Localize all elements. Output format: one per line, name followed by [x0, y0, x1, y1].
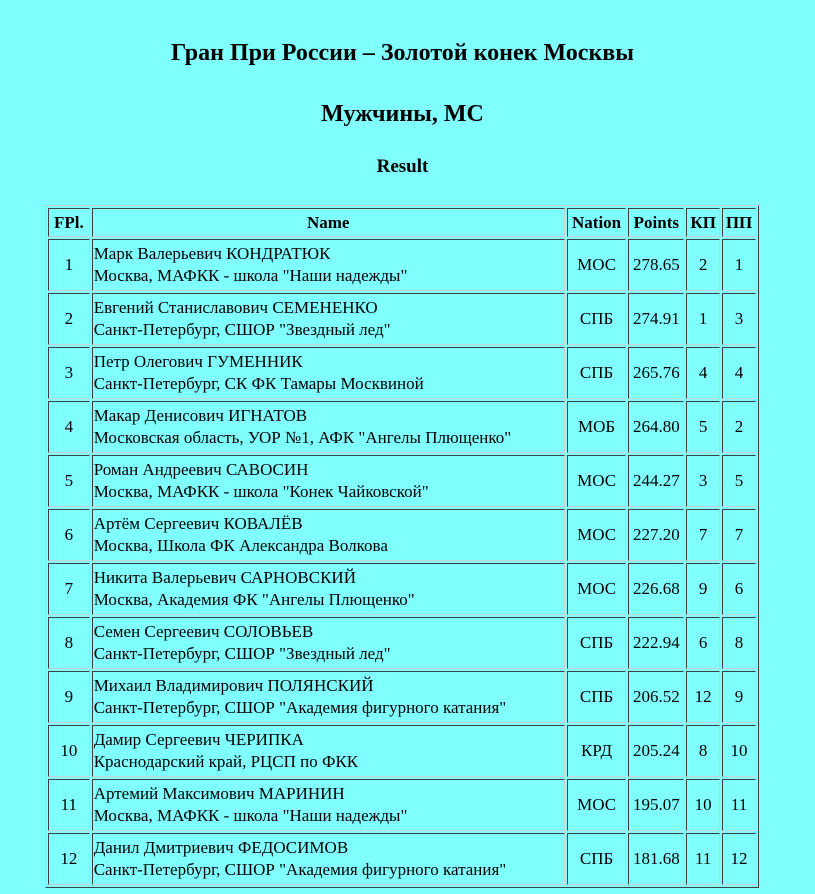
kp-cell: 12 — [686, 671, 720, 723]
kp-cell: 8 — [686, 725, 720, 777]
name-cell — [92, 833, 565, 885]
table-row — [48, 563, 756, 615]
nation-cell: МОС — [567, 779, 627, 831]
nation-cell: СПБ — [567, 671, 627, 723]
points-cell: 227.20 — [628, 509, 684, 561]
table-row — [48, 401, 756, 453]
place-cell: 4 — [48, 401, 90, 453]
skater-club: Санкт-Петербург, СШОР "Звездный лед" — [93, 644, 391, 663]
skater-name: Евгений Станиславович СЕМЕНЕНКО — [93, 298, 378, 317]
pp-cell: 4 — [722, 347, 756, 399]
pp-cell: 8 — [722, 617, 756, 669]
kp-cell: 7 — [686, 509, 720, 561]
points-cell: 205.24 — [628, 725, 684, 777]
nation-cell: СПБ — [567, 347, 627, 399]
pp-cell: 10 — [722, 725, 756, 777]
kp-cell: 1 — [686, 293, 720, 345]
skater-club: Санкт-Петербург, СШОР "Звездный лед" — [93, 320, 391, 339]
name-cell — [92, 779, 565, 831]
nation-cell: СПБ — [567, 833, 627, 885]
table-row — [48, 347, 756, 399]
header-kp: КП — [686, 208, 720, 237]
header-row — [48, 208, 756, 237]
name-cell — [92, 563, 565, 615]
pp-cell: 5 — [722, 455, 756, 507]
name-cell — [92, 509, 565, 561]
points-cell: 274.91 — [628, 293, 684, 345]
skater-club: Москва, Академия ФК "Ангелы Плющенко" — [93, 590, 415, 609]
skater-name: Макар Денисович ИГНАТОВ — [93, 406, 308, 425]
points-cell: 226.68 — [628, 563, 684, 615]
kp-cell: 3 — [686, 455, 720, 507]
skater-club: Москва, МАФКК - школа "Конек Чайковской" — [93, 482, 429, 501]
pp-cell: 7 — [722, 509, 756, 561]
place-cell: 3 — [48, 347, 90, 399]
kp-cell: 10 — [686, 779, 720, 831]
pp-cell: 9 — [722, 671, 756, 723]
header-points: Points — [628, 208, 684, 237]
name-cell — [92, 455, 565, 507]
skater-club: Московская область, УОР №1, АФК "Ангелы Плющенко" — [93, 428, 512, 447]
place-cell: 7 — [48, 563, 90, 615]
points-cell: 264.80 — [628, 401, 684, 453]
results-body — [48, 239, 756, 885]
skater-club: Санкт-Петербург, СШОР "Академия фигурного катания" — [93, 698, 507, 717]
skater-club: Санкт-Петербург, СК ФК Тамары Москвиной — [93, 374, 424, 393]
place-cell: 8 — [48, 617, 90, 669]
nation-cell: МОС — [567, 509, 627, 561]
name-cell — [92, 347, 565, 399]
event-title: Гран При России – Золотой конек Москвы — [171, 40, 634, 66]
place-cell: 2 — [48, 293, 90, 345]
skater-name: Петр Олегович ГУМЕННИК — [93, 352, 303, 371]
skater-club: Москва, МАФКК - школа "Наши надежды" — [93, 806, 408, 825]
kp-cell: 11 — [686, 833, 720, 885]
table-row — [48, 833, 756, 885]
place-cell: 6 — [48, 509, 90, 561]
place-cell: 1 — [48, 239, 90, 291]
name-cell — [92, 239, 565, 291]
pp-cell: 6 — [722, 563, 756, 615]
skater-name: Марк Валерьевич КОНДРАТЮК — [93, 244, 331, 263]
pp-cell: 3 — [722, 293, 756, 345]
kp-cell: 2 — [686, 239, 720, 291]
place-cell: 9 — [48, 671, 90, 723]
table-row — [48, 725, 756, 777]
nation-cell: КРД — [567, 725, 627, 777]
skater-club: Москва, МАФКК - школа "Наши надежды" — [93, 266, 408, 285]
nation-cell: МОБ — [567, 401, 627, 453]
pp-cell: 12 — [722, 833, 756, 885]
pp-cell: 11 — [722, 779, 756, 831]
table-row — [48, 293, 756, 345]
results-table — [45, 205, 759, 888]
points-cell: 181.68 — [628, 833, 684, 885]
table-row — [48, 617, 756, 669]
place-cell: 5 — [48, 455, 90, 507]
pp-cell: 1 — [722, 239, 756, 291]
table-row — [48, 671, 756, 723]
name-cell — [92, 725, 565, 777]
category-title: Мужчины, МС — [321, 101, 484, 127]
skater-name: Никита Валерьевич САРНОВСКИЙ — [93, 568, 356, 587]
skater-club: Краснодарский край, РЦСП по ФКК — [93, 752, 359, 771]
skater-name: Артём Сергеевич КОВАЛЁВ — [93, 514, 303, 533]
points-cell: 206.52 — [628, 671, 684, 723]
points-cell: 265.76 — [628, 347, 684, 399]
table-row — [48, 779, 756, 831]
nation-cell: СПБ — [567, 293, 627, 345]
nation-cell: СПБ — [567, 617, 627, 669]
place-cell: 10 — [48, 725, 90, 777]
nation-cell: МОС — [567, 563, 627, 615]
skater-club: Москва, Школа ФК Александра Волкова — [93, 536, 388, 555]
header-pp: ПП — [722, 208, 756, 237]
skater-name: Дамир Сергеевич ЧЕРИПКА — [93, 730, 304, 749]
name-cell — [92, 671, 565, 723]
skater-name: Семен Сергеевич СОЛОВЬЕВ — [93, 622, 314, 641]
nation-cell: МОС — [567, 455, 627, 507]
kp-cell: 5 — [686, 401, 720, 453]
kp-cell: 6 — [686, 617, 720, 669]
table-row — [48, 455, 756, 507]
header-place: FPl. — [48, 208, 90, 237]
points-cell: 278.65 — [628, 239, 684, 291]
table-row — [48, 509, 756, 561]
skater-name: Роман Андреевич САВОСИН — [93, 460, 309, 479]
skater-club: Санкт-Петербург, СШОР "Академия фигурного катания" — [93, 860, 507, 879]
header-name: Name — [92, 208, 565, 237]
name-cell — [92, 401, 565, 453]
kp-cell: 4 — [686, 347, 720, 399]
nation-cell: МОС — [567, 239, 627, 291]
place-cell: 11 — [48, 779, 90, 831]
name-cell — [92, 293, 565, 345]
points-cell: 222.94 — [628, 617, 684, 669]
skater-name: Артемий Максимович МАРИНИН — [93, 784, 345, 803]
skater-name: Михаил Владимирович ПОЛЯНСКИЙ — [93, 676, 374, 695]
points-cell: 244.27 — [628, 455, 684, 507]
skater-name: Данил Дмитриевич ФЕДОСИМОВ — [93, 838, 349, 857]
place-cell: 12 — [48, 833, 90, 885]
section-title: Result — [376, 156, 429, 177]
points-cell: 195.07 — [628, 779, 684, 831]
header-nation: Nation — [567, 208, 627, 237]
table-row — [48, 239, 756, 291]
name-cell — [92, 617, 565, 669]
kp-cell: 9 — [686, 563, 720, 615]
pp-cell: 2 — [722, 401, 756, 453]
